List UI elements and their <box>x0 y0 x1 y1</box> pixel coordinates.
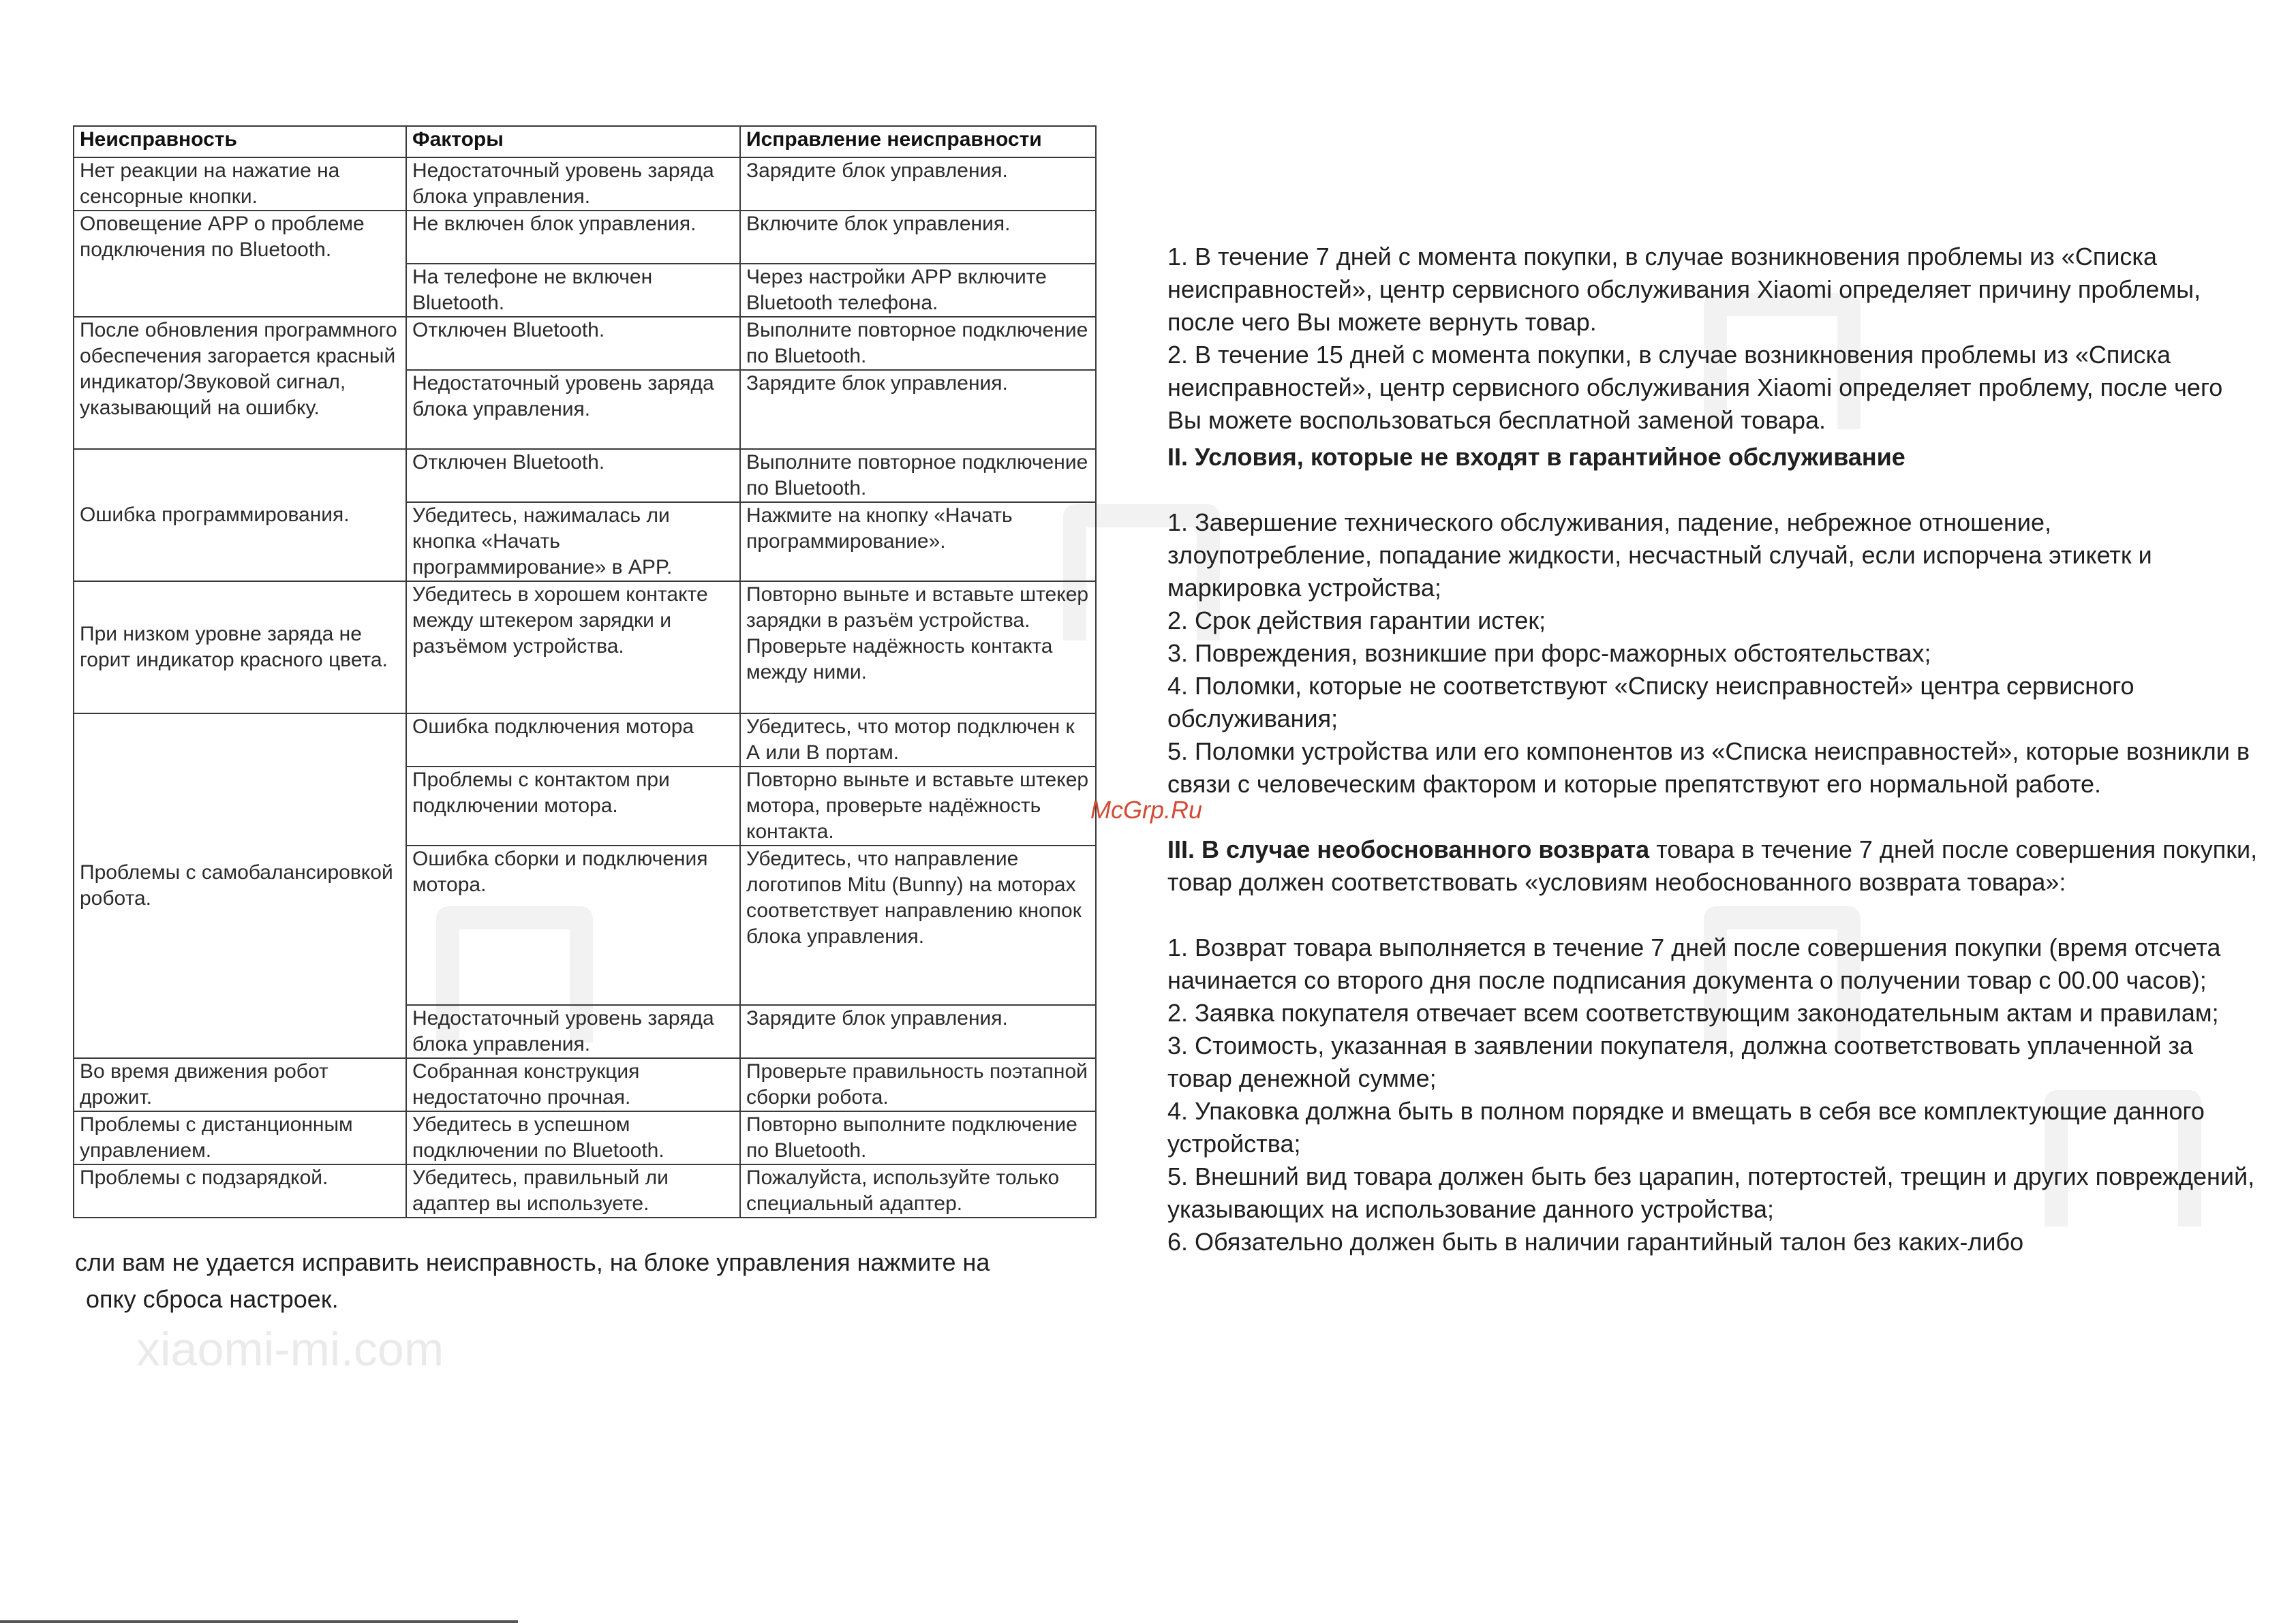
list-item: 4. Упаковка должна быть в полном порядке и вмещать в себя все комплектующие данного устройства; <box>1167 1097 2205 1158</box>
list-item: 1. Завершение технического обслуживания, падение, небрежное отношение, злоупотребление, попадание жидкости, несчастный случай, если испорчена этикетк и маркировка устройства; <box>1167 508 2152 602</box>
source-stamp: McGrp.Ru <box>1090 796 1203 824</box>
list-item: 5. Внешний вид товара должен быть без царапин, потертостей, трещин и других повреждений, указывающих на использование данного устройства; <box>1167 1162 2255 1223</box>
table-row <box>74 449 1096 502</box>
table-row <box>74 581 1096 713</box>
table-row <box>74 157 1096 211</box>
fix-cell: Убедитесь, что направление логотипов Mitu (Bunny) на моторах соответствует направлению кнопок блока управления. <box>740 846 1096 1005</box>
footnote-line: сли вам не удается исправить неисправность, на блоке управления нажмите на <box>75 1248 990 1276</box>
table-row <box>74 317 1096 370</box>
page-edge-line <box>0 1620 518 1623</box>
problem-cell: Во время движения робот дрожит. <box>74 1058 406 1111</box>
fix-cell: Выполните повторное подключение по Bluetooth. <box>740 317 1096 370</box>
section-3-title: III. В случае необоснованного возврата <box>1167 835 1650 863</box>
column-header: Факторы <box>406 126 740 157</box>
list-item: 2. Срок действия гарантии истек; <box>1167 606 1546 634</box>
fix-cell: Выполните повторное подключение по Bluetooth. <box>740 449 1096 502</box>
fix-cell: Зарядите блок управления. <box>740 157 1096 211</box>
problem-cell: Ошибка программирования. <box>74 449 406 581</box>
factor-cell: Убедитесь, правильный ли адаптер вы используете. <box>406 1164 740 1218</box>
column-header: Неисправность <box>74 126 406 157</box>
fix-cell: Пожалуйста, используйте только специальный адаптер. <box>740 1164 1096 1218</box>
factor-cell: Отключен Bluetooth. <box>406 449 740 502</box>
table-header-row <box>74 126 1096 157</box>
warranty-terms <box>1167 241 2258 1258</box>
problem-cell: Проблемы с самобалансировкой робота. <box>74 713 406 1058</box>
fix-cell: Повторно выполните подключение по Bluetooth. <box>740 1111 1096 1164</box>
table-row <box>74 211 1096 264</box>
factor-cell: На телефоне не включен Bluetooth. <box>406 264 740 317</box>
fix-cell: Зарядите блок управления. <box>740 1005 1096 1058</box>
warranty-paragraph: 1. В течение 7 дней с момента покупки, в случае возникновения проблемы из «Списка неисправностей», центр сервисного обслуживания Xiaomi определяет причину проблемы, после чего Вы можете вернуть товар. <box>1167 243 2201 336</box>
problem-cell: Проблемы с подзарядкой. <box>74 1164 406 1218</box>
fix-cell: Через настройки APP включите Bluetooth телефона. <box>740 264 1096 317</box>
section-2-title: II. Условия, которые не входят в гарантийное обслуживание <box>1167 443 1905 471</box>
fault-table <box>73 125 1097 1218</box>
section-heading <box>1167 441 2258 474</box>
list-item: 3. Стоимость, указанная в заявлении покупателя, должна соответствовать уплаченной за товар денежной сумме; <box>1167 1032 2193 1092</box>
factor-cell: Проблемы с контактом при подключении мотора. <box>406 767 740 846</box>
table-row <box>74 1111 1096 1164</box>
problem-cell: Оповещение APP о проблеме подключения по Bluetooth. <box>74 211 406 317</box>
list-item: 5. Поломки устройства или его компонентов из «Списка неисправностей», которые возникли в связи с человеческим фактором и которые препятствуют его нормальной работе. <box>1167 737 2250 798</box>
fix-cell: Включите блок управления. <box>740 211 1096 264</box>
fix-cell: Проверьте правильность поэтапной сборки робота. <box>740 1058 1096 1111</box>
fix-cell: Повторно выньте и вставьте штекер мотора, проверьте надёжность контакта. <box>740 767 1096 846</box>
list-item: 1. Возврат товара выполняется в течение 7 дней после совершения покупки (время отсчета начинается со второго дня после подписания документа о получении товар с 00.00 часов); <box>1167 933 2221 994</box>
table-row <box>74 713 1096 767</box>
factor-cell: Убедитесь в успешном подключении по Bluetooth. <box>406 1111 740 1164</box>
problem-cell: При низком уровне заряда не горит индикатор красного цвета. <box>74 581 406 713</box>
fix-cell: Повторно выньте и вставьте штекер зарядки в разъём устройства. Проверьте надёжность контакта между ними. <box>740 581 1096 713</box>
list-item: 4. Поломки, которые не соответствуют «Списку неисправностей» центра сервисного обслуживания; <box>1167 672 2134 732</box>
section-3-paragraph <box>1167 833 2258 899</box>
watermark-site-text: xiaomi-mi.com <box>136 1323 444 1376</box>
factor-cell: Ошибка подключения мотора <box>406 713 740 767</box>
factor-cell: Недостаточный уровень заряда блока управления. <box>406 370 740 449</box>
factor-cell: Недостаточный уровень заряда блока управления. <box>406 1005 740 1058</box>
factor-cell: Убедитесь, нажималась ли кнопка «Начать программирование» в APP. <box>406 502 740 581</box>
column-header: Исправление неисправности <box>740 126 1096 157</box>
factor-cell: Недостаточный уровень заряда блока управления. <box>406 157 740 211</box>
factor-cell: Отключен Bluetooth. <box>406 317 740 370</box>
list-item: 6. Обязательно должен быть в наличии гарантийный талон без каких-либо <box>1167 1228 2024 1256</box>
factor-cell: Убедитесь в хорошем контакте между штекером зарядки и разъёмом устройства. <box>406 581 740 713</box>
list-item: 2. Заявка покупателя отвечает всем соответствующим законодательным актам и правилам; <box>1167 999 2219 1027</box>
table-row <box>74 1058 1096 1111</box>
problem-cell: Проблемы с дистанционным управлением. <box>74 1111 406 1164</box>
section-3-text: товара в течение 7 дней после совершения покупки, товар должен соответствовать «условиям необоснованного возврата товара»: <box>1167 835 2258 896</box>
factor-cell: Ошибка сборки и подключения мотора. <box>406 846 740 1005</box>
footnote-line: опку сброса настроек. <box>86 1285 339 1313</box>
list-item: 3. Повреждения, возникшие при форс-мажорных обстоятельствах; <box>1167 639 1931 667</box>
fix-cell: Нажмите на кнопку «Начать программирование». <box>740 502 1096 581</box>
problem-cell: Нет реакции на нажатие на сенсорные кнопки. <box>74 157 406 211</box>
problem-cell: После обновления программного обеспечения загорается красный индикатор/Звуковой сигнал, указывающий на ошибку. <box>74 317 406 449</box>
table-row <box>74 1164 1096 1218</box>
warranty-paragraph: 2. В течение 15 дней с момента покупки, в случае возникновения проблемы из «Списка неисправностей», центр сервисного обслуживания Xiaomi определяет проблему, после чего Вы можете воспользоваться бесплатной заменой товара. <box>1167 341 2223 434</box>
factor-cell: Собранная конструкция недостаточно прочная. <box>406 1058 740 1111</box>
factor-cell: Не включен блок управления. <box>406 211 740 264</box>
reset-footnote <box>75 1244 1138 1318</box>
fix-cell: Убедитесь, что мотор подключен к А или В портам. <box>740 713 1096 767</box>
fix-cell: Зарядите блок управления. <box>740 370 1096 449</box>
